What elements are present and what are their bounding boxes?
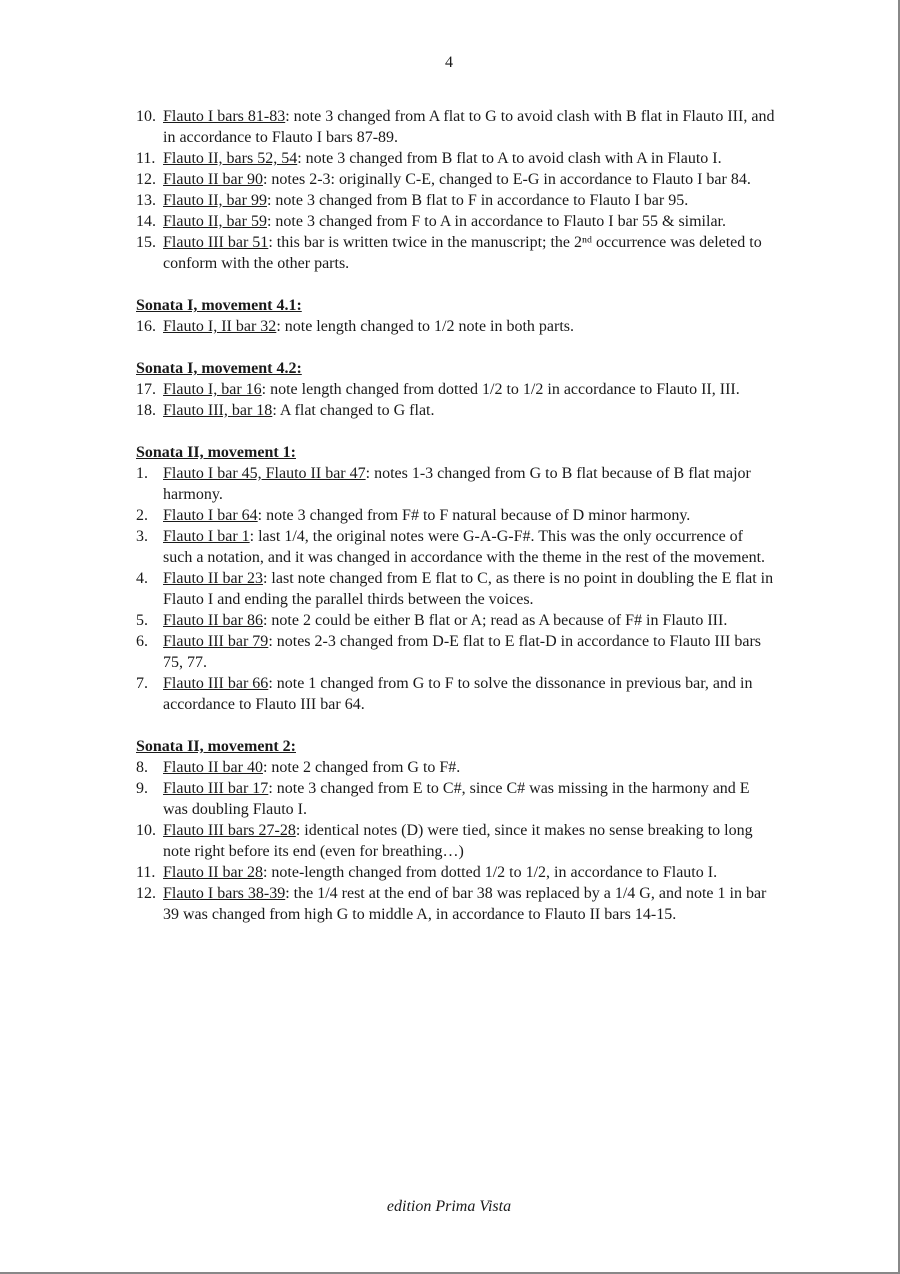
section-heading: Sonata II, movement 1: xyxy=(136,444,296,461)
item-number: 10. xyxy=(136,822,156,839)
item-text: : note 3 changed from F to A in accordance to Flauto I bar 55 & similar. xyxy=(266,213,726,230)
item-text: : note 3 changed from F# to F natural because of D minor harmony. xyxy=(257,507,691,524)
list-item xyxy=(136,631,776,673)
item-number: 1. xyxy=(136,465,148,482)
item-body xyxy=(163,316,776,337)
bar-reference: Flauto II, bar 59 xyxy=(163,213,267,230)
item-number: 11. xyxy=(136,150,156,167)
item-text: : note-length changed from dotted 1/2 to 1/2, in accordance to Flauto I. xyxy=(262,864,718,881)
item-body xyxy=(163,106,776,148)
item-body xyxy=(163,778,776,820)
item-body xyxy=(163,211,776,232)
item-text: : note 2 changed from G to F#. xyxy=(262,759,461,776)
item-number: 3. xyxy=(136,528,148,545)
bar-reference: Flauto III bar 66 xyxy=(163,675,269,692)
bar-reference: Flauto I, bar 16 xyxy=(163,381,262,398)
item-number: 15. xyxy=(136,234,156,251)
list-item xyxy=(136,526,776,568)
list-item xyxy=(136,379,776,400)
list-item xyxy=(136,778,776,820)
item-body xyxy=(163,232,776,274)
section-heading: Sonata II, movement 2: xyxy=(136,738,296,755)
section-heading: Sonata I, movement 4.2: xyxy=(136,360,302,377)
list-item xyxy=(136,190,776,211)
item-body xyxy=(163,757,776,778)
bar-reference: Flauto II bar 23 xyxy=(163,570,263,587)
list-item xyxy=(136,610,776,631)
bar-reference: Flauto II bar 90 xyxy=(163,171,263,188)
list-item xyxy=(136,673,776,715)
item-body xyxy=(163,148,776,169)
item-body xyxy=(163,673,776,715)
bar-reference: Flauto I bar 64 xyxy=(163,507,258,524)
notes-list xyxy=(136,463,776,715)
item-number: 14. xyxy=(136,213,156,230)
item-number: 6. xyxy=(136,633,148,650)
item-text: : last note changed from E flat to C, as there is no point in doubling the E flat in Flauto I and ending the parallel thirds between the voices. xyxy=(163,570,774,608)
list-item xyxy=(136,400,776,421)
notes-section xyxy=(136,295,776,337)
item-text: : note 2 could be either B flat or A; read as A because of F# in Flauto III. xyxy=(262,612,728,629)
bar-reference: Flauto I, II bar 32 xyxy=(163,318,277,335)
item-text: : this bar is written twice in the manuscript; the 2ⁿᵈ occurrence was deleted to conform with the other parts. xyxy=(163,234,762,272)
item-body xyxy=(163,862,776,883)
notes-list xyxy=(136,316,776,337)
list-item xyxy=(136,862,776,883)
bar-reference: Flauto III, bar 18 xyxy=(163,402,273,419)
notes-section xyxy=(136,106,776,274)
page-number: 4 xyxy=(445,54,453,71)
notes-content xyxy=(136,106,776,946)
item-body xyxy=(163,169,776,190)
item-text: : note 3 changed from B flat to A to avoid clash with A in Flauto I. xyxy=(297,150,722,167)
list-item xyxy=(136,820,776,862)
item-text: : note length changed to 1/2 note in both parts. xyxy=(276,318,575,335)
item-body xyxy=(163,820,776,862)
list-item xyxy=(136,148,776,169)
list-item xyxy=(136,316,776,337)
bar-reference: Flauto II, bar 99 xyxy=(163,192,267,209)
bar-reference: Flauto I bars 38-39 xyxy=(163,885,286,902)
list-item xyxy=(136,505,776,526)
bar-reference: Flauto I bar 45, Flauto II bar 47 xyxy=(163,465,366,482)
item-body xyxy=(163,400,776,421)
item-text: : notes 2-3 changed from D-E flat to E flat-D in accordance to Flauto III bars 75, 77. xyxy=(163,633,762,671)
item-text: : notes 1-3 changed from G to B flat because of B flat major harmony. xyxy=(163,465,751,503)
item-number: 11. xyxy=(136,864,156,881)
item-number: 13. xyxy=(136,192,156,209)
item-body xyxy=(163,463,776,505)
item-text: : note 3 changed from A flat to G to avoid clash with B flat in Flauto III, and in accordance to Flauto I bars 87-89. xyxy=(163,108,775,146)
item-number: 4. xyxy=(136,570,148,587)
item-number: 17. xyxy=(136,381,156,398)
item-text: : identical notes (D) were tied, since it makes no sense breaking to long note right before its end (even for breathing…) xyxy=(163,822,753,860)
item-body xyxy=(163,190,776,211)
item-text: : notes 2-3: originally C-E, changed to E-G in accordance to Flauto I bar 84. xyxy=(262,171,751,188)
publisher-footer: edition Prima Vista xyxy=(386,1198,512,1215)
item-text: : note 1 changed from G to F to solve the dissonance in previous bar, and in accordance to Flauto III bar 64. xyxy=(163,675,753,713)
list-item xyxy=(136,463,776,505)
item-text: : note length changed from dotted 1/2 to 1/2 in accordance to Flauto II, III. xyxy=(261,381,740,398)
notes-list xyxy=(136,379,776,421)
bar-reference: Flauto III bar 51 xyxy=(163,234,269,251)
item-text: : the 1/4 rest at the end of bar 38 was replaced by a 1/4 G, and note 1 in bar 39 was changed from high G to middle A, in accordance to Flauto II bars 14-15. xyxy=(163,885,767,923)
list-item xyxy=(136,757,776,778)
item-number: 9. xyxy=(136,780,148,797)
notes-section xyxy=(136,736,776,925)
list-item xyxy=(136,568,776,610)
item-body xyxy=(163,883,776,925)
item-number: 12. xyxy=(136,885,156,902)
notes-list xyxy=(136,106,776,274)
bar-reference: Flauto I bars 81-83 xyxy=(163,108,286,125)
item-text: : last 1/4, the original notes were G-A-G-F#. This was the only occurrence of such a notation, and it was changed in accordance with the theme in the rest of the movement. xyxy=(163,528,766,566)
item-number: 2. xyxy=(136,507,148,524)
bar-reference: Flauto III bar 17 xyxy=(163,780,269,797)
list-item xyxy=(136,169,776,190)
item-body xyxy=(163,526,776,568)
item-number: 10. xyxy=(136,108,156,125)
item-text: : note 3 changed from B flat to F in accordance to Flauto I bar 95. xyxy=(266,192,689,209)
bar-reference: Flauto I bar 1 xyxy=(163,528,250,545)
item-number: 5. xyxy=(136,612,148,629)
notes-section xyxy=(136,442,776,715)
item-body xyxy=(163,379,776,400)
bar-reference: Flauto II bar 86 xyxy=(163,612,263,629)
bar-reference: Flauto II bar 40 xyxy=(163,759,263,776)
list-item xyxy=(136,232,776,274)
item-number: 12. xyxy=(136,171,156,188)
item-number: 8. xyxy=(136,759,148,776)
bar-reference: Flauto II bar 28 xyxy=(163,864,263,881)
item-body xyxy=(163,505,776,526)
item-body xyxy=(163,568,776,610)
item-text: : A flat changed to G flat. xyxy=(272,402,435,419)
item-body xyxy=(163,610,776,631)
item-body xyxy=(163,631,776,673)
notes-list xyxy=(136,757,776,925)
bar-reference: Flauto II, bars 52, 54 xyxy=(163,150,298,167)
item-text: : note 3 changed from E to C#, since C# was missing in the harmony and E was doubling Flauto I. xyxy=(163,780,750,818)
list-item xyxy=(136,106,776,148)
item-number: 18. xyxy=(136,402,156,419)
notes-section xyxy=(136,358,776,421)
item-number: 16. xyxy=(136,318,156,335)
list-item xyxy=(136,883,776,925)
bar-reference: Flauto III bars 27-28 xyxy=(163,822,296,839)
item-number: 7. xyxy=(136,675,148,692)
list-item xyxy=(136,211,776,232)
section-heading: Sonata I, movement 4.1: xyxy=(136,297,302,314)
bar-reference: Flauto III bar 79 xyxy=(163,633,269,650)
